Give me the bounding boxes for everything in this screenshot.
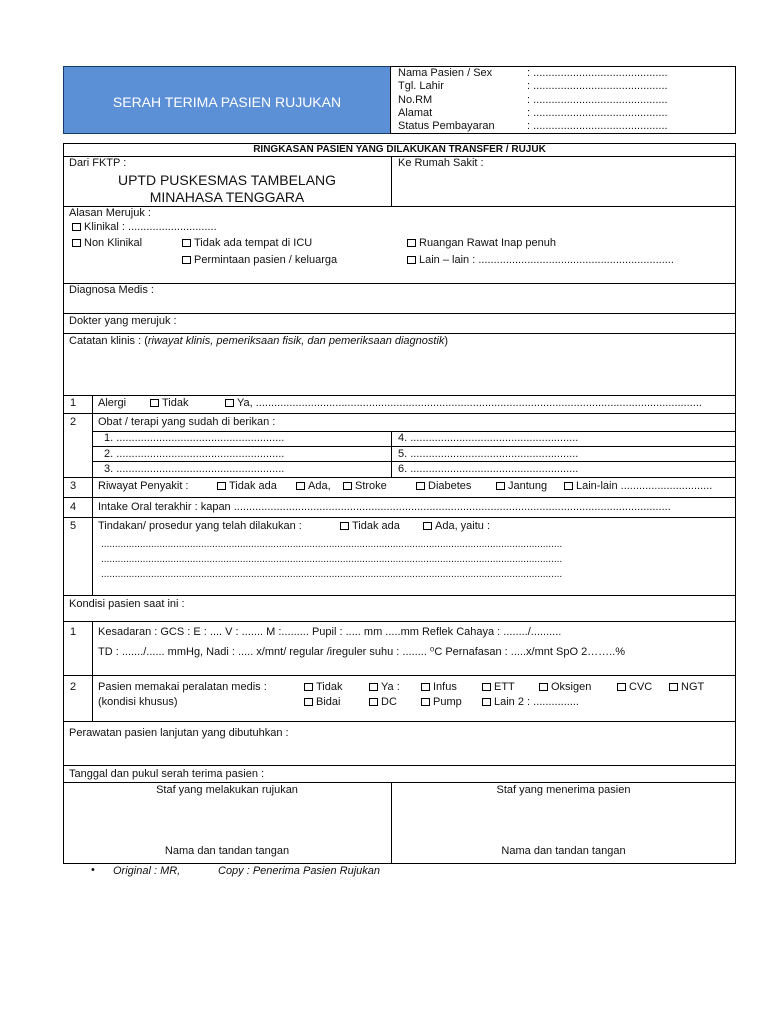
obat-label: Obat / terapi yang sudah di berikan : (98, 416, 276, 428)
tindakan-line[interactable]: ...................................................................................................................................................................... (101, 539, 563, 550)
peralatan-option-label: CVC (629, 681, 653, 693)
checkbox[interactable] (416, 482, 425, 490)
checkbox[interactable] (343, 482, 352, 490)
rule (63, 765, 736, 766)
peralatan-option[interactable] (304, 681, 343, 694)
obat-item[interactable]: 4. ....................................................... (398, 432, 579, 444)
checkbox[interactable] (564, 482, 573, 490)
catatan-italic: riwayat klinis, pemeriksaan fisik, dan pemeriksaan diagnostik (147, 335, 445, 347)
from-label: Dari FKTP : (69, 157, 127, 169)
rule (63, 517, 736, 518)
peralatan-option[interactable] (539, 681, 591, 694)
peralatan-option[interactable] (421, 681, 457, 694)
peralatan-option-label: Infus (433, 681, 457, 693)
rule (63, 313, 736, 314)
riwayat-option-label: Tidak ada (229, 480, 277, 492)
rule (63, 595, 736, 596)
footer-copy: Copy : Penerima Pasien Rujukan (218, 865, 381, 877)
dokter-label[interactable]: Dokter yang merujuk : (69, 315, 177, 327)
rule (63, 413, 736, 414)
peralatan-label: Pasien memakai peralatan medis : (98, 681, 267, 693)
tanggal-label[interactable]: Tanggal dan pukul serah terima pasien : (69, 768, 265, 780)
intake-label[interactable]: Intake Oral terakhir : kapan ............................................................................................................................................... (98, 501, 671, 513)
riwayat-option-label: Jantung (508, 480, 548, 492)
patient-field-label: Status Pembayaran (398, 120, 495, 132)
reason-ruangan[interactable] (407, 237, 556, 250)
tindakan-label: Tindakan/ prosedur yang telah dilakukan : (98, 520, 302, 532)
facility-line1: UPTD PUSKESMAS TAMBELANG (117, 172, 337, 188)
rule (63, 621, 736, 622)
reason-klinikal[interactable] (72, 221, 217, 234)
checkbox[interactable] (182, 239, 191, 247)
rule (92, 395, 93, 595)
peralatan-option[interactable] (482, 696, 579, 709)
checkbox[interactable] (217, 482, 226, 490)
checkbox[interactable] (296, 482, 305, 490)
row-number: 4 (70, 501, 77, 513)
reason-klinikal-label: Klinikal : ............................. (84, 221, 217, 233)
rule (63, 477, 736, 478)
sign-right-title: Staf yang menerima pasien (496, 784, 631, 796)
rule (63, 675, 736, 676)
rule (391, 431, 392, 477)
reason-permintaan-label: Permintaan pasien / keluarga (194, 254, 338, 266)
alergi-ya-label: Ya, .................................................................................................................................................. (237, 397, 702, 409)
peralatan-option-label: DC (381, 696, 397, 708)
patient-field-label: No.RM (398, 94, 433, 106)
patient-field-label: Alamat (398, 107, 433, 119)
rule (63, 721, 736, 722)
checkbox[interactable] (72, 223, 81, 231)
rule (92, 446, 736, 447)
diagnosa-label[interactable]: Diagnosa Medis : (69, 284, 154, 296)
rule (92, 461, 736, 462)
checkbox[interactable] (669, 683, 678, 691)
checkbox[interactable] (482, 698, 491, 706)
riwayat-option-label: Ada, (308, 480, 331, 492)
reason-non-klinikal[interactable] (72, 237, 142, 250)
row-number: 3 (70, 480, 77, 492)
peralatan-option[interactable] (669, 681, 704, 694)
row-number: 2 (70, 681, 77, 693)
checkbox[interactable] (423, 522, 432, 530)
tindakan-tidak-ada[interactable] (340, 520, 400, 533)
peralatan-option-label: Pump (433, 696, 462, 708)
tindakan-tidak-ada-label: Tidak ada (352, 520, 400, 532)
peralatan-option-label: Bidai (316, 696, 341, 708)
footer-original: Original : MR, (113, 865, 181, 877)
checkbox[interactable] (482, 683, 491, 691)
reason-lain-label: Lain – lain : ................................................................ (419, 254, 674, 266)
riwayat-option[interactable] (296, 480, 331, 493)
perawatan-label[interactable]: Perawatan pasien lanjutan yang dibutuhkan : (69, 727, 289, 739)
peralatan-option[interactable] (482, 681, 515, 694)
checkbox[interactable] (72, 239, 81, 247)
sign-right-name[interactable]: Nama dan tandan tangan (501, 845, 626, 857)
checkbox[interactable] (496, 482, 505, 490)
reason-no-icu[interactable] (182, 237, 312, 250)
patient-field-label: Nama Pasien / Sex (398, 67, 493, 79)
tindakan-line[interactable]: ...................................................................................................................................................................... (101, 569, 563, 580)
tindakan-ada[interactable] (423, 520, 490, 533)
rule (63, 395, 736, 396)
header-title-cell (63, 66, 391, 134)
alergi-label: Alergi (98, 397, 127, 409)
checkbox[interactable] (421, 698, 430, 706)
rule (63, 206, 736, 207)
patient-field-value[interactable]: : ............................................ (527, 107, 668, 119)
to-label[interactable]: Ke Rumah Sakit : (398, 157, 484, 169)
checkbox[interactable] (407, 256, 416, 264)
riwayat-option[interactable] (416, 480, 471, 493)
peralatan-option[interactable] (304, 696, 340, 709)
alergi-tidak-label: Tidak (162, 397, 189, 409)
tindakan-ada-label: Ada, yaitu : (435, 520, 491, 532)
reason-ruangan-label: Ruangan Rawat Inap penuh (419, 237, 556, 249)
patient-field-label: Tgl. Lahir (398, 80, 444, 92)
reason-non-klinikal-label: Non Klinikal (84, 237, 143, 249)
patient-field-value[interactable]: : ............................................ (527, 94, 668, 106)
catatan-close: ) (444, 335, 449, 347)
peralatan-sub: (kondisi khusus) (98, 696, 178, 708)
patient-field-value[interactable]: : ............................................ (527, 80, 668, 92)
kondisi-label: Kondisi pasien saat ini : (69, 598, 185, 610)
peralatan-option-label: Tidak (316, 681, 343, 693)
riwayat-option[interactable] (343, 480, 387, 493)
reason-no-icu-label: Tidak ada tempat di ICU (194, 237, 313, 249)
alergi-ya[interactable] (225, 397, 702, 410)
patient-field-value[interactable]: : ............................................ (527, 120, 668, 132)
peralatan-option[interactable] (617, 681, 652, 694)
obat-item[interactable]: 5. ....................................................... (398, 448, 579, 460)
rule (391, 156, 392, 206)
checkbox[interactable] (304, 698, 313, 706)
peralatan-option[interactable] (369, 696, 397, 709)
row-number: 1 (70, 626, 77, 638)
footer-bullet: • (91, 864, 95, 876)
row-number: 5 (70, 520, 77, 532)
riwayat-option-label: Diabetes (428, 480, 472, 492)
riwayat-option[interactable] (496, 480, 547, 493)
sign-left-title: Staf yang melakukan rujukan (156, 784, 298, 796)
kesadaran-line[interactable]: Kesadaran : GCS : E : .... V : ....... M :......... Pupil : ..... mm .....mm Reflek Cahaya : ......../.......... (98, 626, 562, 638)
checkbox[interactable] (617, 683, 626, 691)
rule (63, 333, 736, 334)
reason-lain[interactable] (407, 254, 674, 267)
tindakan-line[interactable]: ...................................................................................................................................................................... (101, 554, 563, 565)
reason-permintaan[interactable] (182, 254, 337, 267)
checkbox[interactable] (539, 683, 548, 691)
obat-item[interactable]: 6. ....................................................... (398, 463, 579, 475)
peralatan-option-label: ETT (494, 681, 515, 693)
rule (63, 782, 736, 783)
peralatan-option-label: Lain 2 : ............... (494, 696, 579, 708)
alergi-tidak[interactable] (150, 397, 189, 410)
catatan-prefix: Catatan klinis : ( (69, 335, 148, 347)
peralatan-option-label: Oksigen (551, 681, 592, 693)
peralatan-option[interactable] (369, 681, 400, 694)
obat-item[interactable]: 1. ....................................................... (104, 432, 285, 444)
vital-signs-line[interactable]: TD : ......./...... mmHg, Nadi : ..... x/mnt/ regular /ireguler suhu : ........ ⁰C Pernafasan : .....x/mnt SpO 2……..% (98, 646, 626, 658)
obat-item[interactable]: 3. ....................................................... (104, 463, 285, 475)
checkbox[interactable] (304, 683, 313, 691)
row-number: 2 (70, 416, 77, 428)
riwayat-option[interactable] (217, 480, 277, 493)
sign-left-name[interactable]: Nama dan tandan tangan (164, 845, 290, 857)
checkbox[interactable] (225, 399, 234, 407)
peralatan-option-label: NGT (681, 681, 705, 693)
peralatan-option[interactable] (421, 696, 462, 709)
catatan-label[interactable] (69, 335, 448, 348)
rule (63, 283, 736, 284)
riwayat-option-label: Stroke (355, 480, 387, 492)
peralatan-option-label: Ya : (381, 681, 400, 693)
obat-item[interactable]: 2. ....................................................... (104, 448, 285, 460)
rule (92, 621, 93, 721)
form-title: SERAH TERIMA PASIEN RUJUKAN (112, 94, 342, 110)
checkbox[interactable] (369, 698, 378, 706)
checkbox[interactable] (150, 399, 159, 407)
row-number: 1 (70, 397, 77, 409)
riwayat-label: Riwayat Penyakit : (98, 480, 189, 492)
checkbox[interactable] (407, 239, 416, 247)
facility-line2: MINAHASA TENGGARA (149, 189, 305, 205)
checkbox[interactable] (340, 522, 349, 530)
reason-label: Alasan Merujuk : (69, 207, 151, 219)
checkbox[interactable] (421, 683, 430, 691)
patient-field-value[interactable]: : ............................................ (527, 67, 668, 79)
checkbox[interactable] (182, 256, 191, 264)
checkbox[interactable] (369, 683, 378, 691)
riwayat-option[interactable] (564, 480, 712, 493)
summary-heading: RINGKASAN PASIEN YANG DILAKUKAN TRANSFER / RUJUK (253, 144, 546, 155)
riwayat-option-label: Lain-lain .............................. (576, 480, 713, 492)
rule (63, 497, 736, 498)
